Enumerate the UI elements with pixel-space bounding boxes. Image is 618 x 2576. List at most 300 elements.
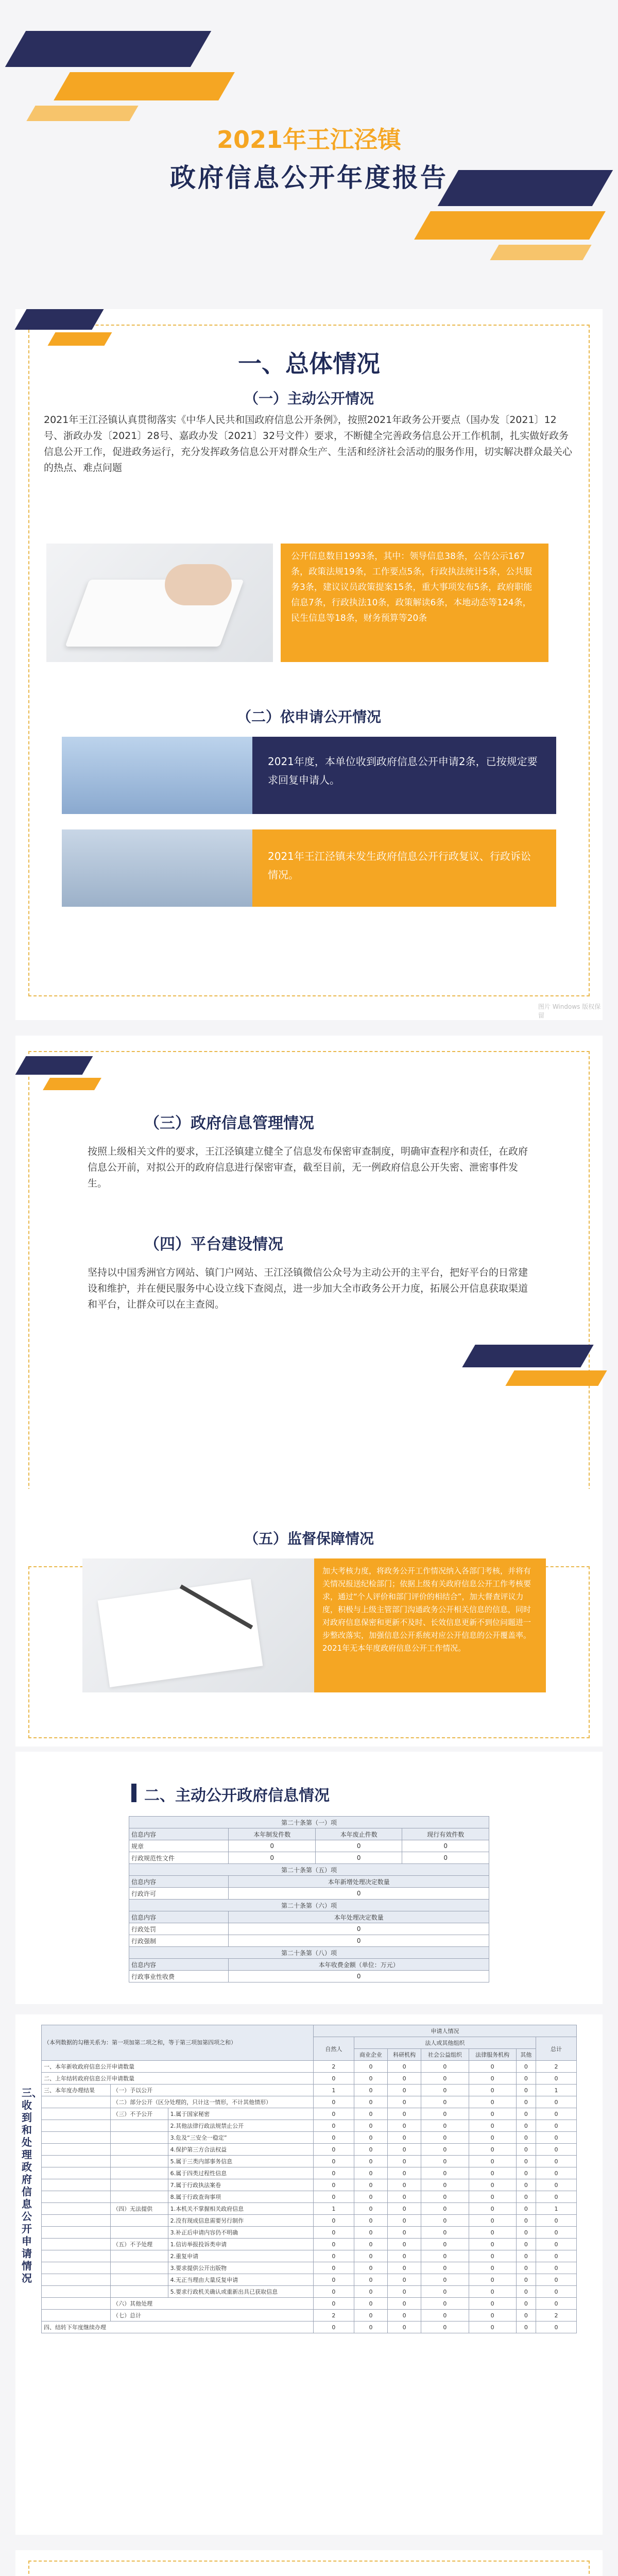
cell: 2.没有现成信息需要另行制作 <box>168 2215 313 2227</box>
table-row <box>42 2073 577 2084</box>
cell: 3.危及“三安全一稳定” <box>168 2132 313 2144</box>
sub-title-management: （三）政府信息管理情况 <box>144 1114 314 1132</box>
cell: 0 <box>536 2179 577 2191</box>
table-row <box>42 2156 577 2167</box>
writing-photo <box>82 1558 314 1692</box>
active-disclosure-paragraph: 2021年王江泾镇认真贯彻落实《中华人民共和国政府信息公开条例》，按照2021年政务公开要点（国办发〔2021〕12号、浙政办发〔2021〕28号、嘉政办发〔2021〕32号文件）要求，不断健全完善政务信息公开工作机制，扎实做好政务信息公开工作，促进政务运行，充分发挥政务信息公开对群众生产、生活和经济社会活动的服务作用，切实解决群众最关心的热点、难点问题 <box>44 414 573 473</box>
cell: 0 <box>469 2120 516 2132</box>
cell: 0 <box>354 2262 387 2274</box>
cell: 0 <box>536 2191 577 2203</box>
cell: （四）无法提供 <box>111 2203 168 2215</box>
cell: 0 <box>421 2156 469 2167</box>
sub-title-platform: （四）平台建设情况 <box>144 1235 283 1253</box>
legal-person-header: 法人或其他组织 <box>354 2037 536 2049</box>
cell: 0 <box>313 2239 354 2250</box>
sub-title-application-disclosure: （二）依申请公开情况 <box>236 708 381 725</box>
cell <box>111 2191 168 2203</box>
cell: 0 <box>354 2215 387 2227</box>
cell: 1 <box>313 2203 354 2215</box>
table-row <box>42 2061 577 2073</box>
table-fee-head: 第二十条第（八）项 <box>129 1947 489 1959</box>
cell: 0 <box>421 2061 469 2073</box>
cell: 0 <box>354 2250 387 2262</box>
cell <box>42 2262 111 2274</box>
cell: 3.要求提供公开出版物 <box>168 2262 313 2274</box>
cell: 0 <box>516 2084 536 2096</box>
table-row <box>42 2191 577 2203</box>
building-photo-1 <box>62 737 252 814</box>
active-disclosure-stats-box: 公开信息数目1993条，其中：领导信息38条，公告公示167条，政策法规19条，工作要点5条，行政执法统计5条，公共服务3条，建议议员政策提案15条，重大事项发布5条，政府职能信息7条，行政执法10条，政策解读6条，本地动态等124条，民生信息等18条，财务预算等20条 <box>281 544 548 662</box>
cell: 0 <box>421 2073 469 2084</box>
cell: 0 <box>516 2144 536 2156</box>
cell <box>42 2096 111 2108</box>
cell: 0 <box>516 2132 536 2144</box>
table-row <box>42 2262 577 2274</box>
cell: 行政许可 <box>129 1888 229 1900</box>
cell: 0 <box>516 2061 536 2073</box>
cell <box>111 2167 168 2179</box>
cell: 0 <box>469 2167 516 2179</box>
cell: 0 <box>402 1840 489 1852</box>
cover-stripe-light-right <box>490 245 591 260</box>
sub-title-supervision: （五）监督保障情况 <box>244 1530 374 1547</box>
cell <box>111 2179 168 2191</box>
corner-stripe-orange <box>47 332 112 346</box>
cell: 0 <box>421 2274 469 2286</box>
table-row <box>42 2108 577 2120</box>
col-header: 信息内容 <box>129 1876 229 1888</box>
cell: 0 <box>313 2073 354 2084</box>
cell: 0 <box>421 2262 469 2274</box>
cell: 0 <box>388 2073 421 2084</box>
table-row <box>42 2144 577 2156</box>
cell: 0 <box>516 2239 536 2250</box>
cell: 0 <box>516 2156 536 2167</box>
cell: 0 <box>469 2239 516 2250</box>
cell: 0 <box>516 2250 536 2262</box>
cell: 0 <box>516 2310 536 2321</box>
cell: 0 <box>388 2191 421 2203</box>
cell <box>42 2167 111 2179</box>
cell: （一）予以公开 <box>111 2084 314 2096</box>
cell: 0 <box>469 2227 516 2239</box>
application-block-2 <box>62 829 556 907</box>
sub-title-active-disclosure: （一）主动公开情况 <box>244 390 374 407</box>
section-overview <box>15 309 603 1020</box>
cell: 0 <box>354 2286 387 2298</box>
management-paragraph: 按照上级相关文件的要求，王江泾镇建立健全了信息发布保密审查制度，明确审查程序和责任，在政府信息公开前，对拟公开的政府信息进行保密审查，截至目前，无一例政府信息公开失密、泄密事件发生。 <box>88 1146 528 1189</box>
cell <box>111 2262 168 2274</box>
total-header: 总计 <box>536 2037 577 2061</box>
table-row <box>42 2084 577 2096</box>
cell: 0 <box>516 2191 536 2203</box>
table-row <box>42 2250 577 2262</box>
cell: 0 <box>388 2132 421 2144</box>
cell: 0 <box>536 2132 577 2144</box>
cell: 0 <box>516 2203 536 2215</box>
table-applications <box>41 2025 577 2333</box>
keyboard-photo <box>46 544 273 662</box>
cell: 0 <box>536 2167 577 2179</box>
cell: 0 <box>421 2215 469 2227</box>
table-row <box>129 1971 489 1982</box>
corner-stripe-navy <box>15 1056 93 1075</box>
cell: 0 <box>469 2144 516 2156</box>
table-row <box>42 2132 577 2144</box>
section-active-info <box>15 1752 603 2004</box>
cell: 0 <box>313 2250 354 2262</box>
cell: 1.本机关不掌握相关政府信息 <box>168 2203 313 2215</box>
table-row <box>129 1935 489 1947</box>
cell: 2.其他法律行政法规禁止公开 <box>168 2120 313 2132</box>
cell <box>42 2179 111 2191</box>
cell: 0 <box>516 2096 536 2108</box>
cell: 0 <box>421 2203 469 2215</box>
table-row <box>42 2310 577 2321</box>
cell: 0 <box>421 2310 469 2321</box>
cell <box>42 2310 111 2321</box>
cell: 行政事业性收费 <box>129 1971 229 1982</box>
cell: 0 <box>421 2239 469 2250</box>
cell: 0 <box>421 2179 469 2191</box>
cell: 1 <box>536 2203 577 2215</box>
cell: 0 <box>516 2227 536 2239</box>
cell: 0 <box>516 2167 536 2179</box>
cell: 0 <box>469 2203 516 2215</box>
cell: 0 <box>388 2239 421 2250</box>
cell: 2.重复申请 <box>168 2250 313 2262</box>
cell <box>111 2250 168 2262</box>
table-row <box>42 2274 577 2286</box>
cell: 1 <box>536 2084 577 2096</box>
cell: 0 <box>469 2156 516 2167</box>
cell: 0 <box>469 2108 516 2120</box>
cell: 0 <box>421 2227 469 2239</box>
cell <box>42 2286 111 2298</box>
cell: 二、上年结转政府信息公开申请数量 <box>42 2073 314 2084</box>
cell <box>42 2132 111 2144</box>
cell <box>42 2215 111 2227</box>
cell: 0 <box>469 2096 516 2108</box>
corner-stripe-orange <box>43 1078 101 1090</box>
cell: 7.属于行政执法案卷 <box>168 2179 313 2191</box>
cell: 0 <box>388 2179 421 2191</box>
cell: 0 <box>516 2262 536 2274</box>
cell: 0 <box>421 2144 469 2156</box>
cell <box>111 2227 168 2239</box>
cell: 0 <box>388 2298 421 2310</box>
cell: （七）总计 <box>111 2310 314 2321</box>
cell: 3.补正后申请内容仍不明确 <box>168 2227 313 2239</box>
cell: 0 <box>313 2156 354 2167</box>
cell: （五）不予处理 <box>111 2239 168 2250</box>
cell: 0 <box>229 1935 489 1947</box>
cell: 0 <box>388 2321 421 2333</box>
cell: 0 <box>388 2096 421 2108</box>
table-row <box>42 2096 577 2108</box>
cell: 0 <box>354 2191 387 2203</box>
cell <box>111 2132 168 2144</box>
cell: 1.属于国家秘密 <box>168 2108 313 2120</box>
bottom-stripe-orange <box>505 1370 607 1386</box>
cell: 0 <box>388 2167 421 2179</box>
cell: 8.属于行政查询事项 <box>168 2191 313 2203</box>
cell: 0 <box>536 2321 577 2333</box>
cell <box>111 2156 168 2167</box>
cover-stripe-navy <box>5 31 211 67</box>
cell <box>42 2191 111 2203</box>
cell: 0 <box>421 2132 469 2144</box>
cell: 0 <box>536 2227 577 2239</box>
section-title-overview: 一、总体情况 <box>238 350 380 378</box>
cell: 0 <box>313 2132 354 2144</box>
cell: 5.属于三类内部事务信息 <box>168 2156 313 2167</box>
cell: 0 <box>354 2120 387 2132</box>
cell: 0 <box>313 2191 354 2203</box>
cover <box>0 0 618 289</box>
col-header: 本年废止件数 <box>315 1828 402 1840</box>
cell: 0 <box>388 2215 421 2227</box>
cell: 0 <box>313 2167 354 2179</box>
cell: 0 <box>469 2250 516 2262</box>
cell: 0 <box>354 2132 387 2144</box>
col-header: 信息内容 <box>129 1911 229 1923</box>
cell <box>42 2144 111 2156</box>
col-header: 现行有效件数 <box>402 1828 489 1840</box>
cell: 0 <box>313 2096 354 2108</box>
cell: 0 <box>421 2298 469 2310</box>
cell: 2 <box>536 2310 577 2321</box>
cell <box>111 2120 168 2132</box>
cell: 0 <box>516 2179 536 2191</box>
cell: 0 <box>313 2215 354 2227</box>
cell: 一、本年新收政府信息公开申请数量 <box>42 2061 314 2073</box>
cell: 0 <box>516 2298 536 2310</box>
cell: 0 <box>354 2073 387 2084</box>
cell: （二）部分公开（区分处理的，只计这一情形，不计其他情形） <box>111 2096 314 2108</box>
cell: 0 <box>313 2286 354 2298</box>
col-header: 信息内容 <box>129 1959 229 1971</box>
cell: 0 <box>469 2262 516 2274</box>
cell: 1 <box>313 2084 354 2096</box>
cell: 0 <box>536 2144 577 2156</box>
paper-shape <box>98 1579 263 1687</box>
cell: 0 <box>536 2262 577 2274</box>
table-rules-head: 第二十条第（一）项 <box>129 1817 489 1828</box>
cell: 0 <box>229 1888 489 1900</box>
cell: 0 <box>421 2108 469 2120</box>
cell: 0 <box>354 2227 387 2239</box>
cell: 行政规范性文件 <box>129 1852 229 1864</box>
col-header: 本年收费金额（单位：万元） <box>229 1959 489 1971</box>
table-row <box>42 2286 577 2298</box>
cell: 0 <box>516 2286 536 2298</box>
cell <box>42 2274 111 2286</box>
legal-col-header: 科研机构 <box>388 2049 421 2061</box>
cell: 0 <box>388 2250 421 2262</box>
application-info-box: 2021年度，本单位收到政府信息公开申请2条，已按规定要求回复申请人。 <box>252 737 556 814</box>
table-row <box>42 2215 577 2227</box>
section-review-litigation <box>15 2550 603 2576</box>
cell: 0 <box>354 2203 387 2215</box>
cell: 0 <box>388 2286 421 2298</box>
cell: 0 <box>421 2250 469 2262</box>
cell: 行政处罚 <box>129 1923 229 1935</box>
cell <box>42 2227 111 2239</box>
cell: （六）其他处理 <box>111 2298 314 2310</box>
cell: 行政强制 <box>129 1935 229 1947</box>
cell: 0 <box>536 2096 577 2108</box>
cell: 0 <box>354 2156 387 2167</box>
cell: 0 <box>536 2239 577 2250</box>
cell: 4.无正当理由大量反复申请 <box>168 2274 313 2286</box>
legal-col-header: 社会公益组织 <box>421 2049 469 2061</box>
cell: 0 <box>516 2108 536 2120</box>
cell: 0 <box>421 2321 469 2333</box>
col-header: 信息内容 <box>129 1828 229 1840</box>
table-row <box>129 1923 489 1935</box>
cell: 0 <box>469 2073 516 2084</box>
cell: 0 <box>354 2167 387 2179</box>
cell: 1.信访举报投诉类申请 <box>168 2239 313 2250</box>
cell: 0 <box>421 2120 469 2132</box>
table-row <box>42 2179 577 2191</box>
table-row <box>42 2298 577 2310</box>
cell: 0 <box>388 2310 421 2321</box>
section-title-active-info: 二、主动公开政府信息情况 <box>144 1787 330 1805</box>
cell: 4.保护第三方合法权益 <box>168 2144 313 2156</box>
table-row <box>42 2227 577 2239</box>
application-block-1 <box>62 737 556 814</box>
cell: 0 <box>229 1840 316 1852</box>
cell: 0 <box>313 2179 354 2191</box>
cell: 0 <box>313 2120 354 2132</box>
cell: 0 <box>388 2108 421 2120</box>
cell: 0 <box>313 2144 354 2156</box>
cell: 2 <box>536 2061 577 2073</box>
cell: 0 <box>516 2215 536 2227</box>
table-row <box>129 1852 489 1864</box>
natural-person-header: 自然人 <box>313 2037 354 2061</box>
cell: 0 <box>229 1852 316 1864</box>
cell: 三、本年度办理结果 <box>42 2084 111 2096</box>
cell <box>111 2144 168 2156</box>
legal-col-header: 其他 <box>516 2049 536 2061</box>
cell: 四、结转下年度继续办理 <box>42 2321 314 2333</box>
col-header: 本年新增处理决定数量 <box>229 1876 489 1888</box>
cell: 0 <box>516 2321 536 2333</box>
cell: 0 <box>354 2321 387 2333</box>
cell: 0 <box>354 2061 387 2073</box>
corner-stripe-navy <box>14 309 104 330</box>
table-license-head: 第二十条第（五）项 <box>129 1864 489 1876</box>
cover-title-line2: 政府信息公开年度报告 <box>170 163 448 193</box>
table-rules <box>129 1816 489 1982</box>
cell: 5.要求行政机关确认或重新出具已获取信息 <box>168 2286 313 2298</box>
cell: 0 <box>388 2227 421 2239</box>
cell: 0 <box>313 2262 354 2274</box>
cell: 2 <box>313 2061 354 2073</box>
cell: 0 <box>536 2156 577 2167</box>
cell <box>42 2156 111 2167</box>
cell: 0 <box>402 1852 489 1864</box>
cover-stripe-orange <box>54 72 235 100</box>
dashed-frame <box>28 2561 590 2576</box>
cell: 0 <box>315 1852 402 1864</box>
cover-stripe-orange-right <box>414 211 606 240</box>
cell: 0 <box>421 2286 469 2298</box>
cell: 0 <box>313 2321 354 2333</box>
legal-col-header: 商业企业 <box>354 2049 387 2061</box>
cell: 0 <box>315 1840 402 1852</box>
cell <box>42 2203 111 2215</box>
cell: 0 <box>536 2298 577 2310</box>
cell: 0 <box>469 2179 516 2191</box>
cell <box>111 2215 168 2227</box>
cell: 0 <box>469 2061 516 2073</box>
cell: 0 <box>229 1971 489 1982</box>
cell <box>42 2298 111 2310</box>
table-row <box>129 1888 489 1900</box>
cell: 0 <box>536 2073 577 2084</box>
table-row <box>42 2167 577 2179</box>
cell: 0 <box>516 2274 536 2286</box>
cell: 0 <box>354 2144 387 2156</box>
applicant-header: 申请人情况 <box>313 2025 576 2037</box>
cell <box>42 2108 111 2120</box>
cell: 0 <box>388 2156 421 2167</box>
cell: 0 <box>354 2084 387 2096</box>
cell: 0 <box>313 2274 354 2286</box>
cell: 0 <box>469 2298 516 2310</box>
cell: 0 <box>421 2096 469 2108</box>
cell <box>42 2250 111 2262</box>
cell: 0 <box>388 2274 421 2286</box>
cell: 0 <box>354 2108 387 2120</box>
cell: 0 <box>388 2084 421 2096</box>
vertical-section-title: 三、收到和处理政府信息公开申请情况 <box>22 2087 42 2284</box>
cell <box>42 2239 111 2250</box>
corner-note: （本列数据的勾稽关系为：第一项加第二项之和，等于第三项加第四项之和） <box>42 2025 314 2061</box>
cell: 0 <box>313 2108 354 2120</box>
cell: 0 <box>469 2286 516 2298</box>
review-litigation-box: 2021年王江泾镇未发生政府信息公开行政复议、行政诉讼情况。 <box>252 829 556 907</box>
table-row <box>42 2239 577 2250</box>
cell: 0 <box>354 2096 387 2108</box>
table-row <box>42 2203 577 2215</box>
cell: 6.属于四类过程性信息 <box>168 2167 313 2179</box>
cell: 0 <box>536 2274 577 2286</box>
section-applications <box>15 2014 603 2535</box>
cell: 0 <box>536 2215 577 2227</box>
cell: 0 <box>536 2108 577 2120</box>
cell <box>42 2120 111 2132</box>
cell: 0 <box>388 2061 421 2073</box>
hand-shape <box>165 564 232 605</box>
cell: 规章 <box>129 1840 229 1852</box>
bottom-stripe-navy <box>462 1345 593 1367</box>
cell: 0 <box>536 2286 577 2298</box>
col-header: 本年制发件数 <box>229 1828 316 1840</box>
cell: 0 <box>469 2215 516 2227</box>
watermark: 图片 Windows 版权保留 <box>538 1003 601 1019</box>
cell: 0 <box>388 2262 421 2274</box>
cell: 0 <box>469 2132 516 2144</box>
cell: 0 <box>388 2203 421 2215</box>
cell: 0 <box>536 2120 577 2132</box>
cell: 0 <box>313 2298 354 2310</box>
cell: 0 <box>229 1923 489 1935</box>
